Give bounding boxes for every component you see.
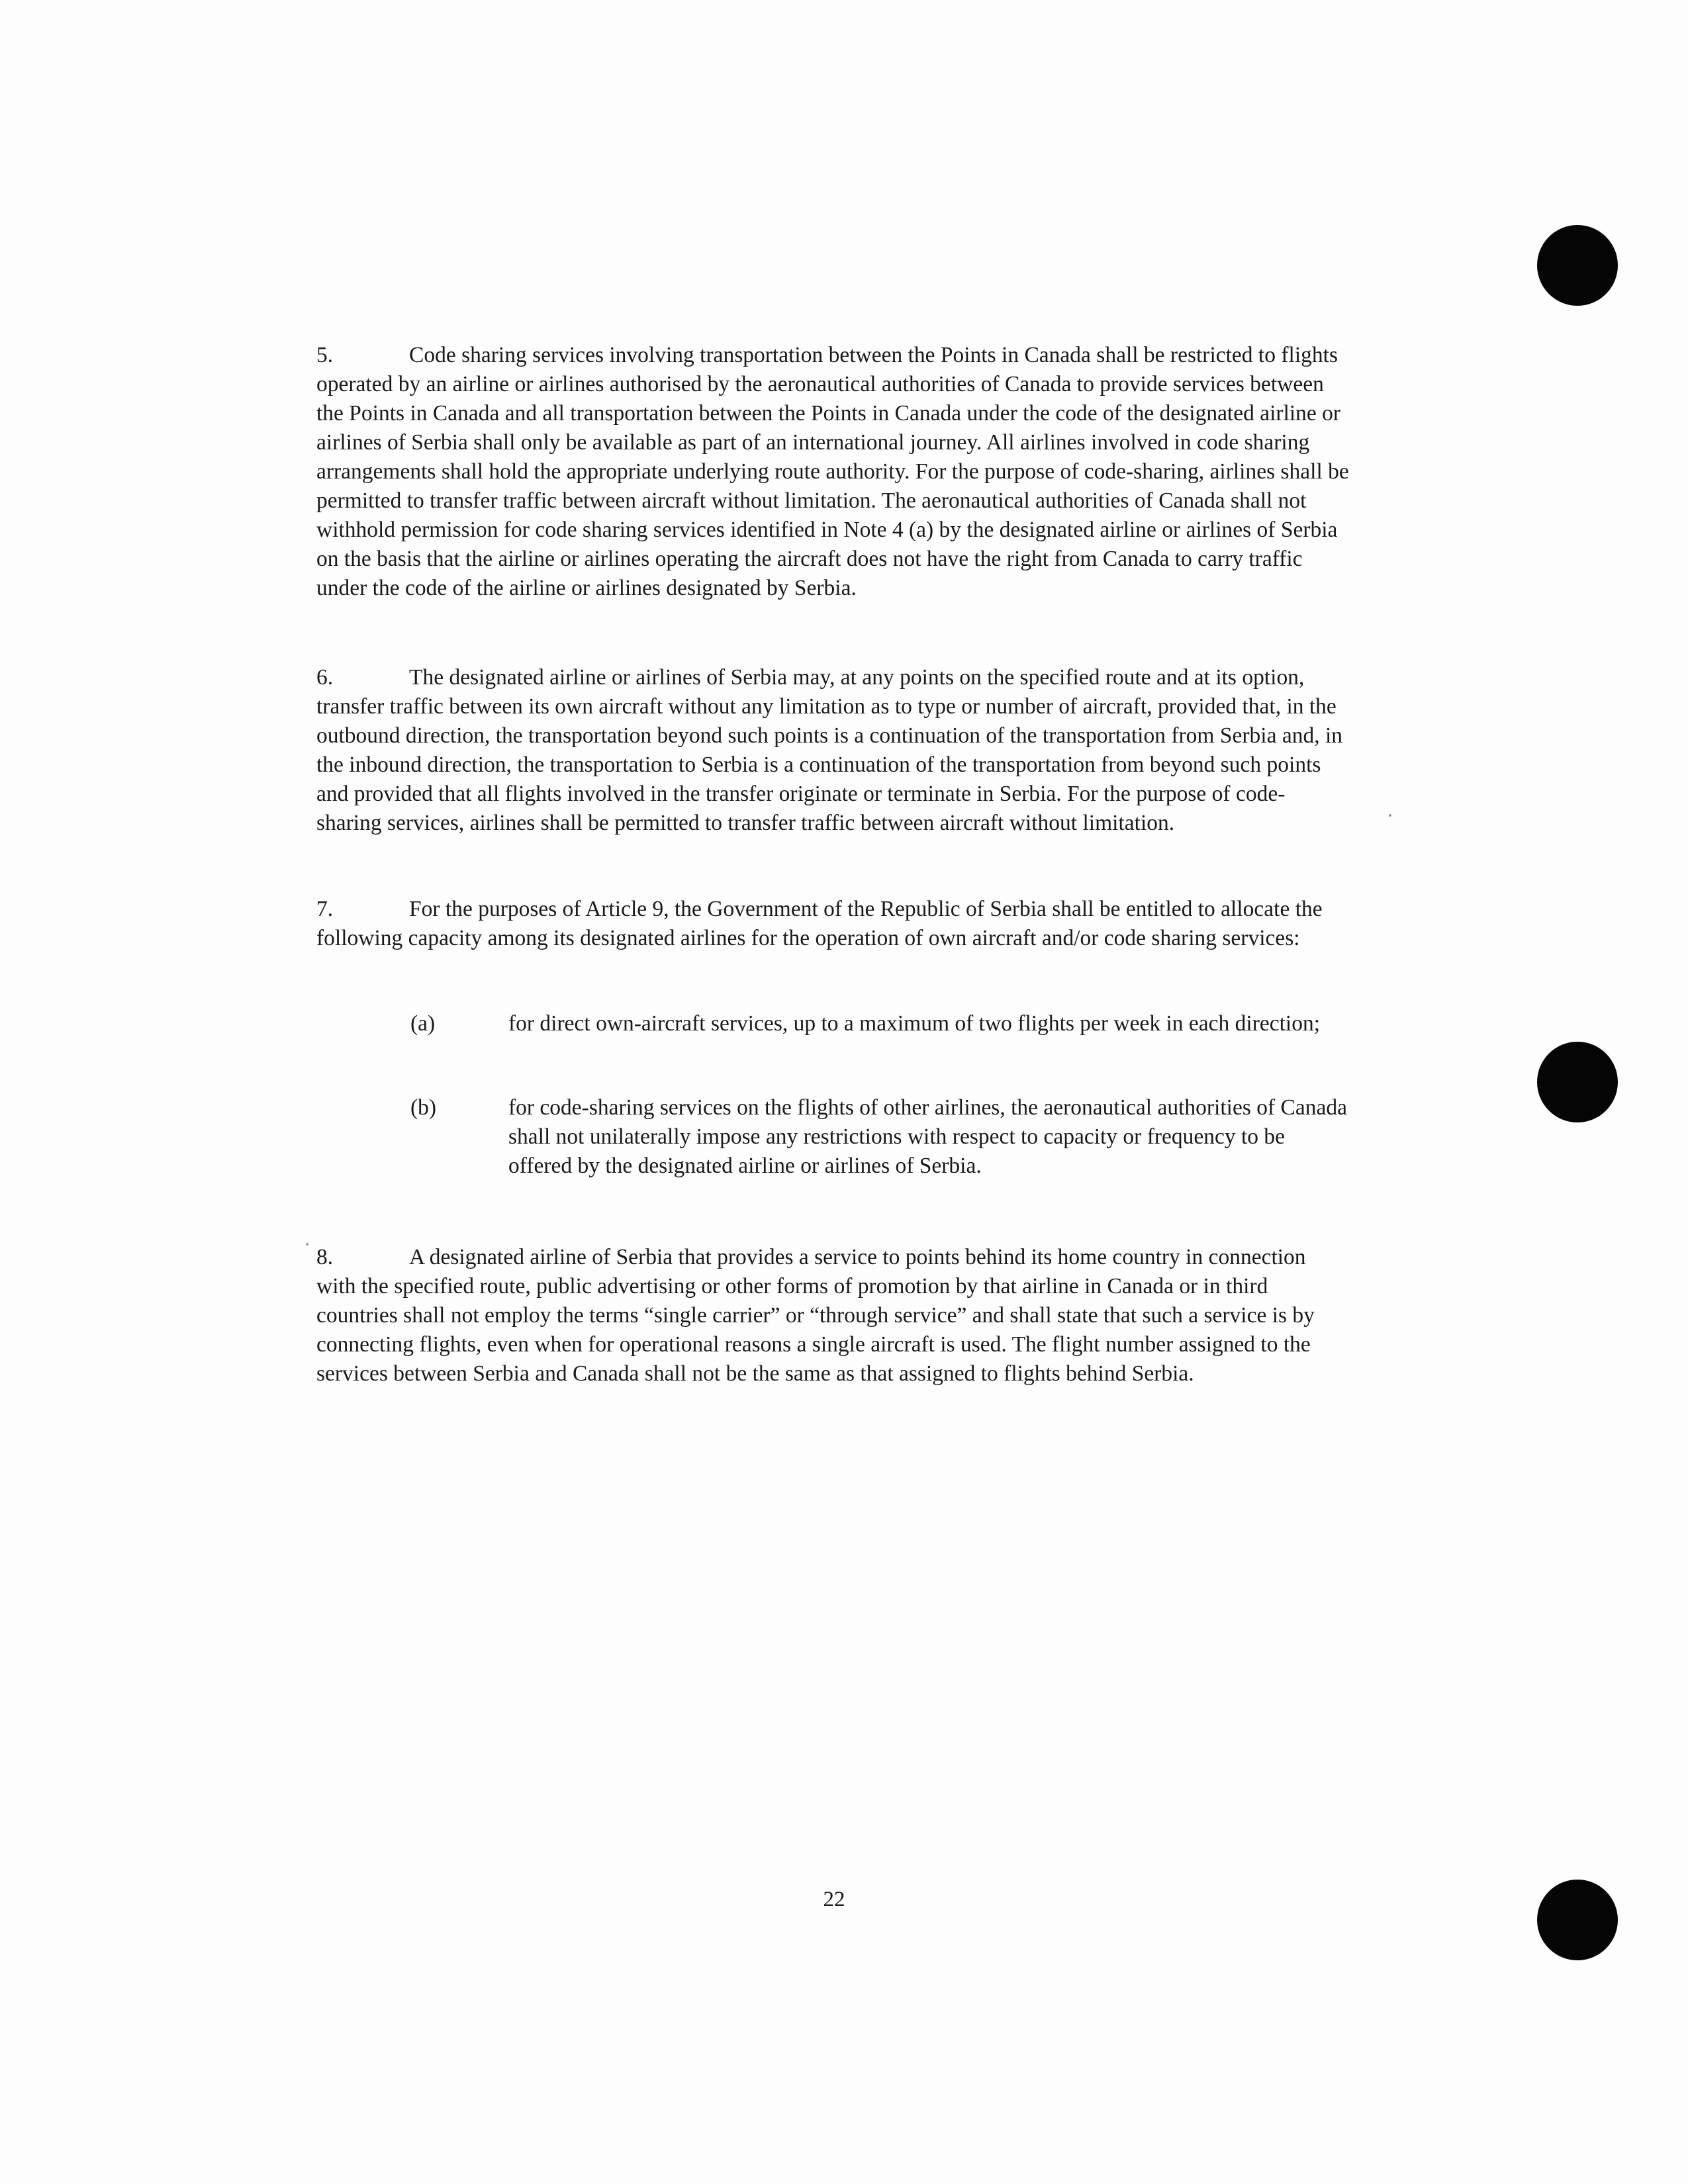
paragraph-number: 7. [316, 897, 334, 921]
paragraph-number: 8. [316, 1245, 334, 1269]
paragraph-number: 5. [316, 343, 334, 367]
paragraph-6 [316, 663, 1349, 838]
paragraph-number: 6. [316, 665, 334, 690]
sub-item-label: (b) [410, 1095, 437, 1120]
punch-hole-top [1537, 225, 1618, 306]
paragraph-5 [316, 341, 1349, 603]
paragraph-7 [316, 895, 1349, 953]
sub-item-text: for code-sharing services on the flights of other airlines, the aeronautical authorities of Canada shall not unilaterally impose any restrictions with respect to capacity or frequency to be offered by the designated airline or airlines of Serbia. [508, 1095, 1347, 1178]
sub-item-text: for direct own-aircraft services, up to a maximum of two flights per week in each direction; [508, 1011, 1321, 1036]
paragraph-text: A designated airline of Serbia that provides a service to points behind its home country in connection with the specified route, public advertising or other forms of promotion by that airline in Canada or in third countries shall not employ the terms “single carrier” or “through service” and shall state that such a service is by connecting flights, even when for operational reasons a single aircraft is used. The flight number assigned to the services between Serbia and Canada shall not be the same as that assigned to flights behind Serbia. [316, 1245, 1315, 1386]
scan-speck [306, 1243, 308, 1246]
punch-hole-middle [1537, 1042, 1618, 1122]
scan-speck [1389, 814, 1391, 817]
paragraph-text: The designated airline or airlines of Serbia may, at any points on the specified route and at its option, transfer traffic between its own aircraft without any limitation as to type or number of aircraft, provided that, in the outbound direction, the transportation beyond such points is a continuation of the transportation from Serbia and, in the inbound direction, the transportation to Serbia is a continuation of the transportation from beyond such points and provided that all flights involved in the transfer originate or terminate in Serbia. For the purpose of code-sharing services, airlines shall be permitted to transfer traffic between aircraft without limitation. [316, 665, 1342, 835]
sub-item-label: (a) [410, 1011, 436, 1036]
paragraph-8 [316, 1243, 1349, 1388]
punch-hole-bottom [1537, 1880, 1618, 1960]
paragraph-text: For the purposes of Article 9, the Government of the Republic of Serbia shall be entitled to allocate the following capacity among its designated airlines for the operation of own aircraft and/or code sharing services: [316, 897, 1323, 950]
paragraph-text: Code sharing services involving transportation between the Points in Canada shall be restricted to flights operated by an airline or airlines authorised by the aeronautical authorities of Canada to provide services between the Points in Canada and all transportation between the Points in Canada under the code of the designated airline or airlines of Serbia shall only be available as part of an international journey. All airlines involved in code sharing arrangements shall hold the appropriate underlying route authority. For the purpose of code-sharing, airlines shall be permitted to transfer traffic between aircraft without limitation. The aeronautical authorities of Canada shall not withhold permission for code sharing services identified in Note 4 (a) by the designated airline or airlines of Serbia on the basis that the airline or airlines operating the aircraft does not have the right from Canada to carry traffic under the code of the airline or airlines designated by Serbia. [316, 343, 1349, 600]
page-number: 22 [823, 1888, 845, 1911]
